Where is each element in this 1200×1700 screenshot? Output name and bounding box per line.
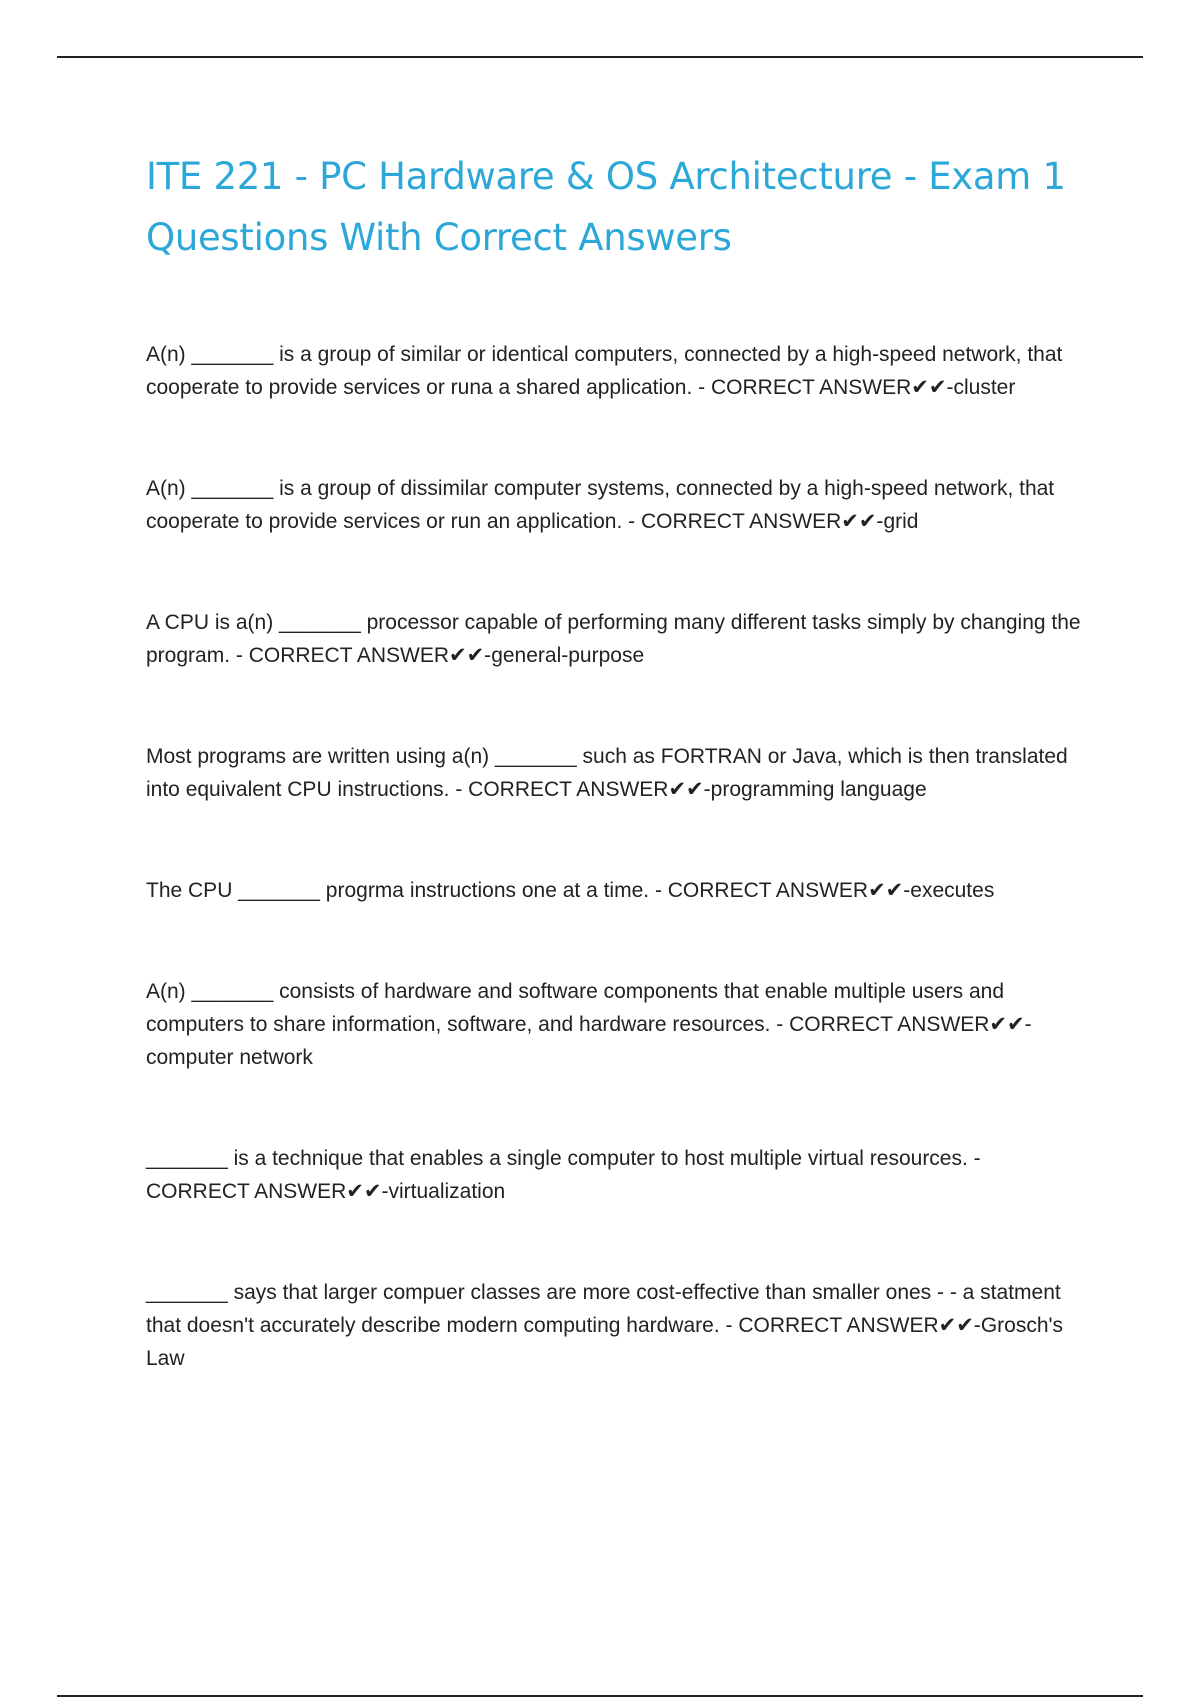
question-text: A(n) _______ consists of hardware and software components that enable multiple users and computers to share information, software, and hardware resources. <box>146 980 1005 1036</box>
document-body <box>146 146 1086 1375</box>
qa-list <box>146 338 1086 1375</box>
answer-marker: - CORRECT ANSWER✔✔- <box>622 510 884 533</box>
answer-marker: - CORRECT ANSWER✔✔- <box>146 1147 981 1203</box>
qa-item <box>146 338 1086 404</box>
qa-item <box>146 1142 1086 1208</box>
answer-text: computer network <box>146 1046 313 1069</box>
answer-marker: - CORRECT ANSWER✔✔- <box>649 879 911 902</box>
answer-text: programming language <box>710 778 927 801</box>
answer-marker: - CORRECT ANSWER✔✔- <box>719 1314 981 1337</box>
answer-marker: - CORRECT ANSWER✔✔- <box>692 376 954 399</box>
qa-item <box>146 606 1086 672</box>
question-text: A CPU is a(n) _______ processor capable of performing many different tasks simply by changing the program. <box>146 611 1081 667</box>
question-text: _______ is a technique that enables a single computer to host multiple virtual resources. <box>146 1147 968 1170</box>
qa-item <box>146 472 1086 538</box>
qa-item <box>146 740 1086 806</box>
answer-text: Grosch's Law <box>146 1314 1064 1370</box>
question-text: The CPU _______ progrma instructions one at a time. <box>146 879 650 902</box>
question-text: A(n) _______ is a group of dissimilar computer systems, connected by a high-speed network, that cooperate to provide services or run an application. <box>146 477 1055 533</box>
answer-marker: - CORRECT ANSWER✔✔- <box>230 644 492 667</box>
qa-item <box>146 1276 1086 1375</box>
footer-rule <box>57 1695 1143 1697</box>
answer-text: cluster <box>953 376 1016 399</box>
answer-marker: - CORRECT ANSWER✔✔- <box>770 1013 1032 1036</box>
answer-marker: - CORRECT ANSWER✔✔- <box>449 778 711 801</box>
answer-text: executes <box>910 879 995 902</box>
answer-text: general-purpose <box>491 644 645 667</box>
answer-text: grid <box>883 510 919 533</box>
answer-text: virtualization <box>388 1180 506 1203</box>
question-text: Most programs are written using a(n) _______ such as FORTRAN or Java, which is then translated into equivalent CPU instructions. <box>146 745 1068 801</box>
header-rule <box>57 56 1143 58</box>
question-text: _______ says that larger compuer classes are more cost-effective than smaller ones - - a statment that doesn't accurately describe modern computing hardware. <box>146 1281 1061 1337</box>
qa-item <box>146 874 1086 907</box>
document-title: ITE 221 - PC Hardware & OS Architecture - Exam 1 Questions With Correct Answers <box>146 155 1066 259</box>
qa-item <box>146 975 1086 1074</box>
question-text: A(n) _______ is a group of similar or identical computers, connected by a high-speed network, that cooperate to provide services or runa a shared application. <box>146 343 1063 399</box>
